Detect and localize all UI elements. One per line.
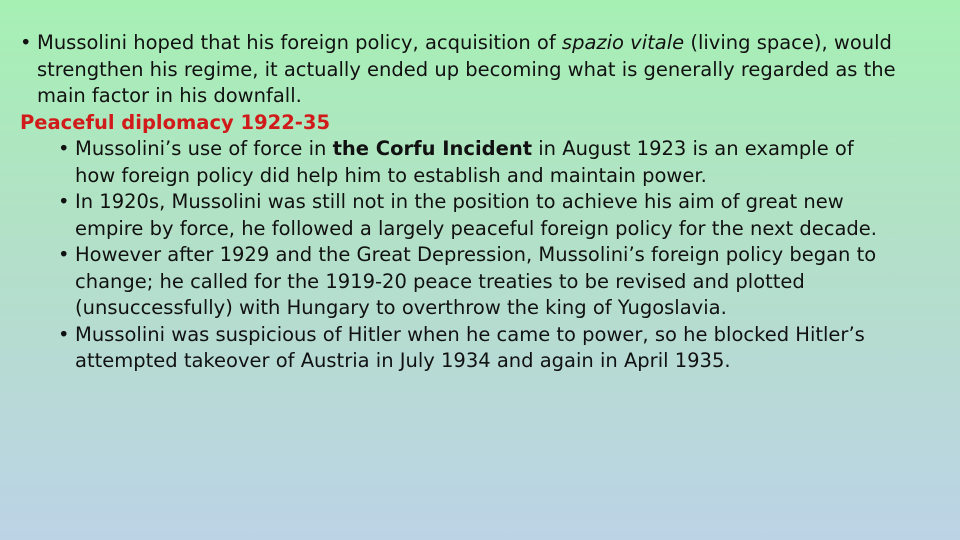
- point-corfu: [58, 136, 900, 189]
- point-1920s: [58, 189, 900, 242]
- bullet-dot: •: [58, 322, 70, 346]
- bullet-dot: •: [58, 137, 70, 160]
- intro-bullet: [20, 30, 900, 110]
- point-bold-text: the Corfu Incident: [332, 137, 533, 160]
- point-text: However after 1929 and the Great Depression, Mussolini’s foreign policy began to change; he called for the 1919-20 peace treaties to be revised and plotted (unsuccessfully) with Hungary to overthrow the king of Yugoslavia.: [75, 243, 877, 319]
- bullet-dot: •: [58, 243, 70, 266]
- point-text: in August 1923 is an example of how foreign policy did help him to establish and maintain power.: [75, 137, 854, 187]
- point-depression: [58, 242, 900, 322]
- intro-emphasis: spazio vitale: [561, 31, 685, 54]
- section-heading: Peaceful diplomacy 1922-35: [20, 110, 331, 134]
- intro-text-part1: Mussolini hoped that his foreign policy, acquisition of: [37, 31, 562, 54]
- point-text: Mussolini’s use of force in: [75, 137, 333, 160]
- point-text: Mussolini was suspicious of Hitler when he came to power, so he blocked Hitler’s attempted takeover of Austria in July 1934 and again in April 1935.: [75, 322, 865, 372]
- intro-text-part2: (living space), would strengthen his regime, it actually ended up becoming what is generally regarded as the main factor in his downfall.: [37, 31, 896, 107]
- point-hitler: [58, 322, 900, 375]
- bullet-dot: •: [20, 31, 32, 54]
- bullet-dot: •: [58, 190, 70, 213]
- point-text: In 1920s, Mussolini was still not in the position to achieve his aim of great new empire by force, he followed a largely peaceful foreign policy for the next decade.: [75, 190, 877, 240]
